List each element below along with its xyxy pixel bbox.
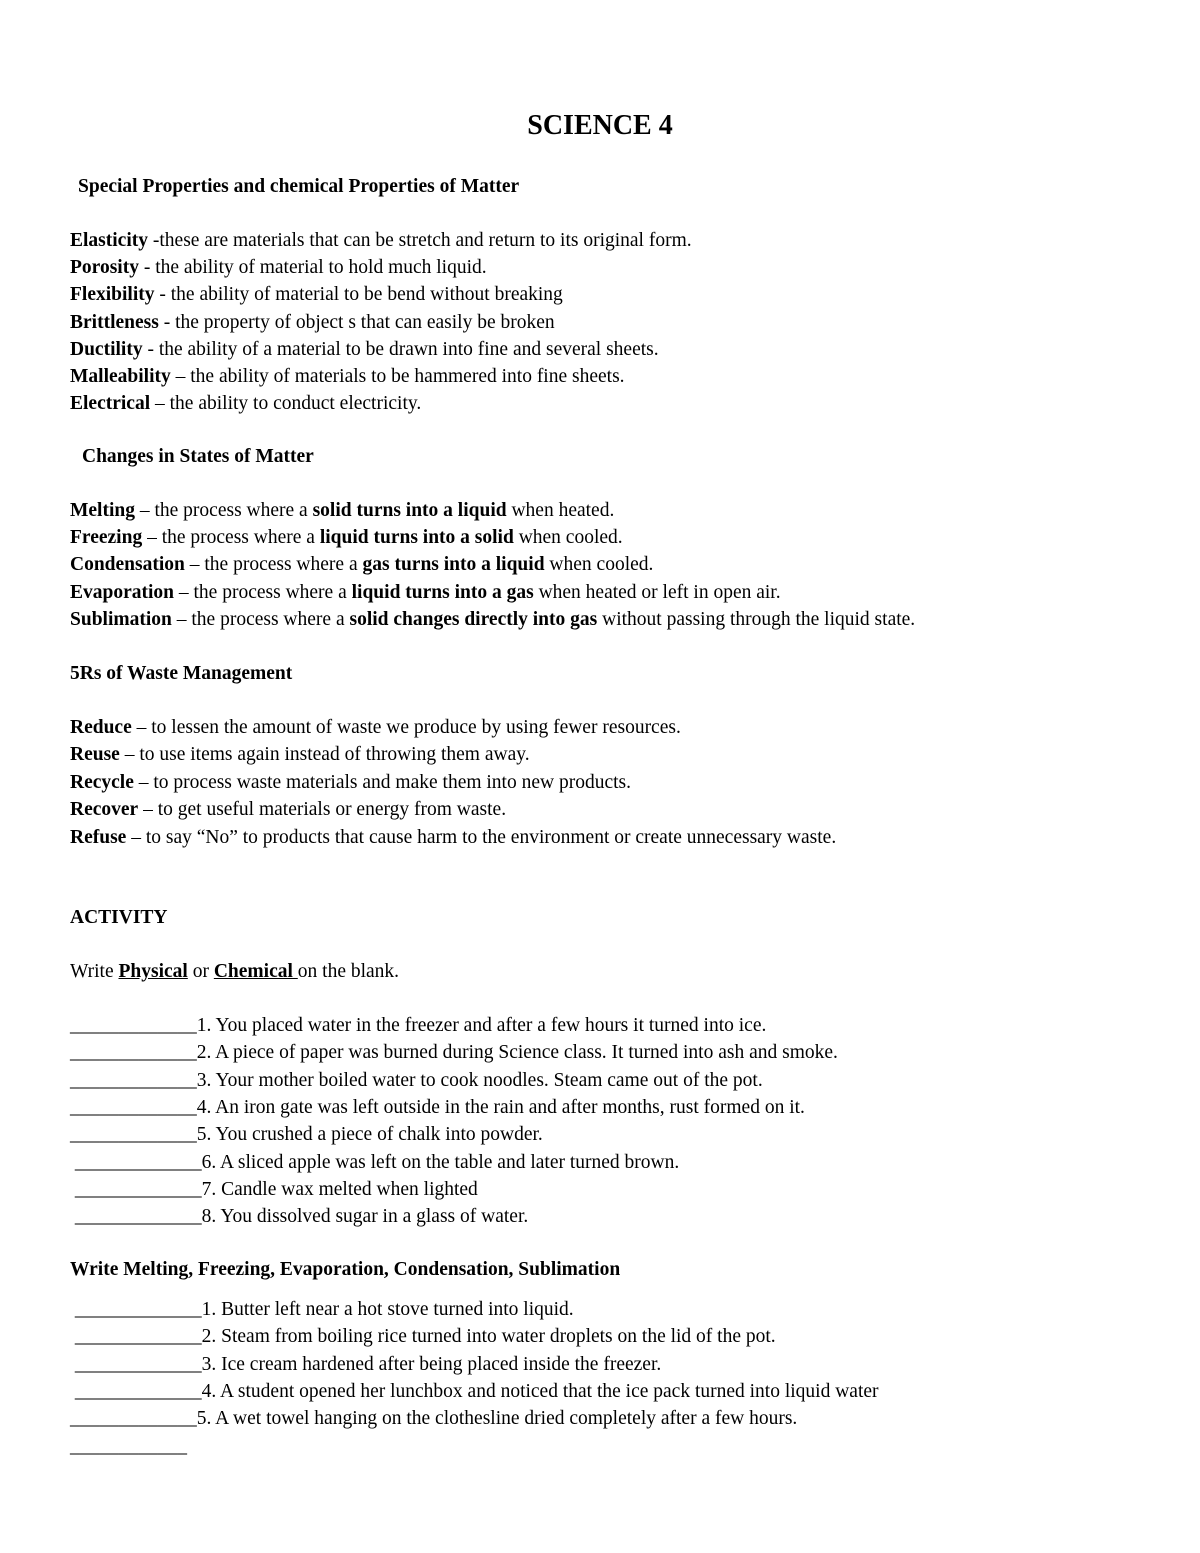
- property-item: [70, 281, 563, 308]
- property-item: [70, 227, 692, 254]
- waste-term: Recycle: [70, 771, 134, 793]
- activity-question: _____________5. A wet towel hanging on the clothesline dried completely after a few hours.: [70, 1408, 798, 1430]
- waste-item: [70, 714, 681, 741]
- property-item: [70, 363, 625, 390]
- property-term: Malleability: [70, 366, 171, 387]
- activity-question: _____________2. A piece of paper was burned during Science class. It turned into ash and smoke.: [70, 1042, 838, 1064]
- waste-definition: – to process waste materials and make them into new products.: [133, 771, 631, 793]
- activity-question: _____________7. Candle wax melted when lighted: [70, 1178, 478, 1200]
- waste-definition: – to lessen the amount of waste we produce by using fewer resources.: [131, 717, 681, 738]
- property-definition: - the ability of material to be bend without breaking: [154, 284, 563, 306]
- instruction-mid: or: [187, 961, 214, 982]
- activity-instruction: [70, 958, 399, 985]
- property-term: Elasticity: [70, 230, 148, 251]
- section-heading-5rs: 5Rs of Waste Management: [70, 663, 293, 684]
- change-emphasis: solid turns into a liquid: [312, 500, 507, 521]
- change-item: [70, 551, 653, 578]
- waste-item: [70, 824, 836, 851]
- property-item: [70, 254, 487, 281]
- waste-term: Refuse: [70, 826, 127, 848]
- change-term: Evaporation: [70, 581, 175, 603]
- activity-question: _____________1. Butter left near a hot stove turned into liquid.: [70, 1299, 574, 1320]
- waste-item: [70, 796, 506, 823]
- property-term: Flexibility: [70, 284, 155, 306]
- change-term: Sublimation: [70, 608, 172, 630]
- change-text: without passing through the liquid state.: [597, 608, 916, 630]
- waste-definition: – to use items again instead of throwing them away.: [119, 744, 530, 766]
- change-text: when heated or left in open air.: [533, 581, 781, 603]
- waste-definition: – to get useful materials or energy from waste.: [138, 799, 507, 821]
- activity-question: _____________6. A sliced apple was left on the table and later turned brown.: [70, 1151, 680, 1173]
- activity-question: _____________5. You crushed a piece of chalk into powder.: [70, 1124, 543, 1146]
- change-item: [70, 579, 781, 606]
- activity-question: _____________3. Ice cream hardened after being placed inside the freezer.: [70, 1353, 662, 1375]
- property-item: [70, 336, 659, 363]
- change-item: [70, 606, 915, 633]
- property-definition: - the property of object s that can easily be broken: [158, 311, 555, 333]
- waste-item: [70, 741, 530, 768]
- activity-question: _____________4. An iron gate was left outside in the rain and after months, rust formed on it.: [70, 1096, 805, 1118]
- change-text: – the process where a: [184, 554, 363, 576]
- instruction-post: on the blank.: [297, 961, 400, 982]
- change-text: when heated.: [506, 500, 615, 521]
- property-item: [70, 390, 421, 417]
- property-definition: - the ability of material to hold much liquid.: [138, 257, 487, 279]
- change-emphasis: liquid turns into a gas: [351, 581, 534, 603]
- change-text: when cooled.: [544, 554, 654, 576]
- activity-instruction-2: Write Melting, Freezing, Evaporation, Condensation, Sublimation: [70, 1259, 621, 1280]
- section-heading-properties: Special Properties and chemical Properties of Matter: [78, 176, 520, 197]
- change-item: [70, 497, 614, 524]
- option-physical: Physical: [118, 961, 188, 982]
- waste-definition: – to say “No” to products that cause harm to the environment or create unnecessary waste.: [126, 826, 837, 848]
- waste-item: [70, 769, 631, 796]
- change-text: – the process where a: [171, 608, 350, 630]
- activity-question: _____________1. You placed water in the freezer and after a few hours it turned into ice.: [70, 1015, 767, 1036]
- change-text: – the process where a: [174, 581, 352, 603]
- activity-heading: ACTIVITY: [70, 907, 168, 928]
- change-text: – the process where a: [142, 527, 320, 549]
- property-definition: - the ability of a material to be drawn into fine and several sheets.: [142, 338, 659, 360]
- waste-term: Reuse: [70, 744, 120, 766]
- property-term: Brittleness: [70, 311, 159, 333]
- property-definition: – the ability to conduct electricity.: [150, 393, 422, 415]
- property-term: Electrical: [70, 393, 151, 415]
- activity-question: _____________2. Steam from boiling rice turned into water droplets on the lid of the pot.: [70, 1326, 776, 1348]
- instruction-pre: Write: [70, 961, 119, 982]
- section-heading-changes: Changes in States of Matter: [82, 446, 314, 467]
- change-text: – the process where a: [134, 500, 313, 521]
- activity-question: ____________: [70, 1435, 187, 1457]
- activity-question: _____________4. A student opened her lunchbox and noticed that the ice pack turned into liquid water: [70, 1380, 879, 1402]
- change-item: [70, 524, 623, 551]
- change-term: Melting: [70, 500, 135, 521]
- change-emphasis: solid changes directly into gas: [349, 608, 598, 630]
- change-emphasis: gas turns into a liquid: [362, 554, 545, 576]
- activity-question: _____________8. You dissolved sugar in a glass of water.: [70, 1206, 529, 1228]
- page-title: SCIENCE 4: [527, 110, 673, 141]
- activity-question: _____________3. Your mother boiled water to cook noodles. Steam came out of the pot.: [70, 1069, 763, 1091]
- change-term: Freezing: [70, 527, 143, 549]
- waste-term: Recover: [70, 799, 139, 821]
- property-term: Ductility: [70, 338, 143, 360]
- property-definition: -these are materials that can be stretch and return to its original form.: [148, 230, 692, 251]
- change-text: when cooled.: [513, 527, 623, 549]
- change-term: Condensation: [70, 554, 185, 576]
- option-chemical: Chemical: [213, 961, 298, 982]
- waste-term: Reduce: [70, 717, 132, 738]
- property-item: [70, 309, 555, 336]
- property-definition: – the ability of materials to be hammered into fine sheets.: [170, 366, 625, 387]
- property-term: Porosity: [70, 257, 139, 279]
- change-emphasis: liquid turns into a solid: [319, 527, 514, 549]
